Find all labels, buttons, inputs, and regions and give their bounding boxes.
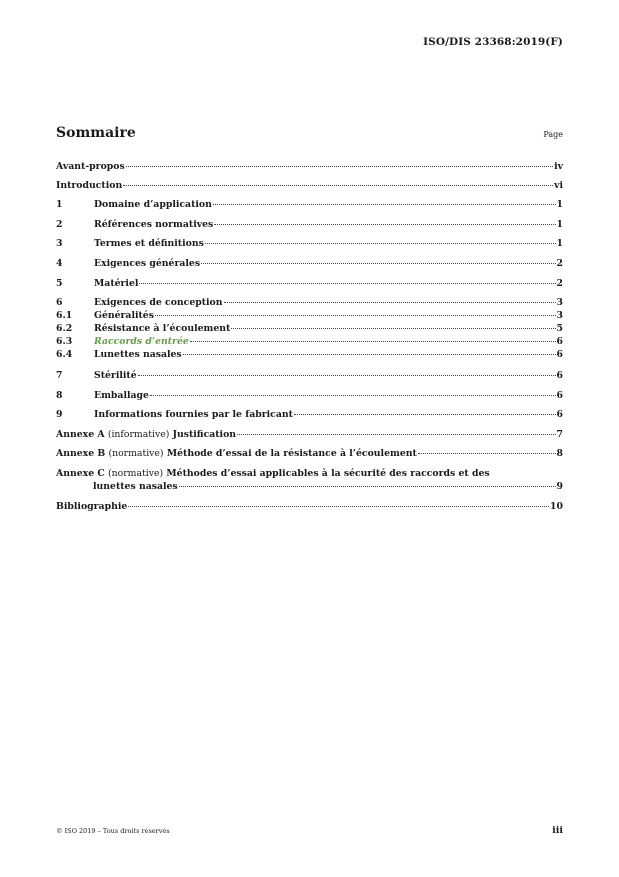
toc-entry-label: Résistance à l’écoulement: [94, 323, 231, 334]
dot-leader: [150, 395, 556, 396]
toc-entry-label: Avant-propos: [56, 161, 125, 172]
dot-leader: [213, 204, 556, 205]
toc-entry-number: 5: [56, 278, 63, 289]
toc-entry-label: Stérilité: [94, 370, 137, 381]
toc-entry-label: Exigences de conception: [94, 297, 223, 308]
toc-entry-label: Informations fournies par le fabricant: [94, 409, 293, 420]
toc-entry-page: 1: [556, 199, 563, 210]
toc-entry-number: 1: [56, 199, 63, 210]
annex-id: Annexe C: [56, 468, 105, 479]
annex-type: (normative): [108, 448, 164, 459]
toc-entry-page: iv: [554, 161, 563, 172]
toc-title: Sommaire: [56, 125, 136, 141]
footer-page-number: iii: [552, 825, 563, 836]
document-id: ISO/DIS 23368:2019(F): [423, 36, 563, 48]
toc-entry-1[interactable]: [56, 199, 563, 212]
dot-leader: [179, 486, 556, 487]
toc-entry-page: vi: [554, 180, 563, 191]
toc-entry-6[interactable]: [56, 297, 563, 310]
toc-entry-page: 2: [556, 258, 563, 269]
toc-entry-avant-propos[interactable]: [56, 161, 563, 174]
toc-entry-label: Bibliographie: [56, 501, 128, 512]
toc-entry-number: 2: [56, 219, 63, 230]
toc-entry-9[interactable]: [56, 409, 563, 422]
toc-header: [56, 125, 563, 143]
toc-entry-number: 8: [56, 390, 63, 401]
toc-entry-label: Introduction: [56, 180, 123, 191]
annex-title: Justification: [172, 429, 237, 440]
toc-entry-label: Lunettes nasales: [94, 349, 182, 360]
toc-entry-page: 3: [556, 297, 563, 308]
toc-entry-number: 7: [56, 370, 63, 381]
dot-leader: [214, 224, 555, 225]
dot-leader: [183, 354, 556, 355]
toc-entry-annex-c-continued[interactable]: [56, 481, 563, 494]
dot-leader: [418, 453, 556, 454]
dot-leader: [231, 328, 555, 329]
toc-entry-page: 5: [556, 323, 563, 334]
toc-entry-page: 6: [556, 390, 563, 401]
annex-id: Annexe A: [56, 429, 105, 440]
toc-entry-label: Références normatives: [94, 219, 214, 230]
toc-entry-page: 1: [556, 219, 563, 230]
toc-entry-label: Exigences générales: [94, 258, 201, 269]
toc-entry-number: 9: [56, 409, 63, 420]
toc-entry-number: 4: [56, 258, 63, 269]
toc-entry-7[interactable]: [56, 370, 563, 383]
toc-entry-page: 1: [556, 238, 563, 249]
footer-copyright: © ISO 2019 – Tous droits réservés: [56, 827, 170, 835]
toc-entry-label: [56, 429, 236, 440]
dot-leader: [126, 166, 553, 167]
toc-entry-6-3[interactable]: [56, 336, 563, 349]
toc-entry-label: Emballage: [94, 390, 149, 401]
toc-entry-page: 2: [556, 278, 563, 289]
toc-entry-page: 6: [556, 409, 563, 420]
toc-entry-page: 10: [550, 501, 563, 512]
annex-type: (informative): [107, 429, 170, 440]
toc-entry-page: 6: [556, 370, 563, 381]
toc-entry-8[interactable]: [56, 390, 563, 403]
toc-entry-4[interactable]: [56, 258, 563, 271]
toc-entry-number: 6.4: [56, 349, 73, 360]
dot-leader: [138, 375, 556, 376]
toc-entry-page: 7: [556, 429, 563, 440]
dot-leader: [237, 434, 555, 435]
toc-entry-number: 3: [56, 238, 63, 249]
dot-leader: [201, 263, 555, 264]
dot-leader: [139, 283, 555, 284]
toc-entry-annex-a[interactable]: [56, 429, 563, 442]
toc-entry-label: Termes et définitions: [94, 238, 204, 249]
dot-leader: [190, 341, 556, 342]
toc-entry-number: 6.3: [56, 336, 73, 347]
dot-leader: [224, 302, 556, 303]
toc-entry-page: 9: [556, 481, 563, 492]
toc-entry-number: 6: [56, 297, 63, 308]
toc-entry-annex-b[interactable]: [56, 448, 563, 461]
toc-entry-label: lunettes nasales: [93, 481, 178, 492]
toc-entry-page: 3: [556, 310, 563, 321]
toc-entry-introduction[interactable]: [56, 180, 563, 193]
dot-leader: [294, 414, 556, 415]
toc-entry-6-2[interactable]: [56, 323, 563, 336]
toc-entry-2[interactable]: [56, 219, 563, 232]
toc-entry-page: 6: [556, 349, 563, 360]
toc-entry-label: Domaine d’application: [94, 199, 212, 210]
toc-entry-3[interactable]: [56, 238, 563, 251]
toc-entry-bibliographie[interactable]: [56, 501, 563, 514]
annex-title: Méthodes d’essai applicables à la sécurité des raccords et des: [166, 468, 490, 479]
annex-type: (normative): [108, 468, 164, 479]
toc-entry-number: 6.2: [56, 323, 73, 334]
page-column-label: Page: [543, 130, 563, 139]
dot-leader: [205, 243, 556, 244]
dot-leader: [123, 185, 553, 186]
dot-leader: [128, 506, 549, 507]
toc-entry-label: Généralités: [94, 310, 154, 321]
toc-entry-6-4[interactable]: [56, 349, 563, 362]
toc-entry-5[interactable]: [56, 278, 563, 291]
dot-leader: [155, 315, 556, 316]
toc-entry-label: [56, 448, 417, 459]
toc-entry-page: 8: [556, 448, 563, 459]
toc-entry-number: 6.1: [56, 310, 73, 321]
toc-entry-annex-c[interactable]: [56, 468, 563, 479]
toc-entry-label: Matériel: [94, 278, 139, 289]
annex-id: Annexe B: [56, 448, 106, 459]
toc-entry-page: 6: [556, 336, 563, 347]
toc-entry-label-highlighted: Raccords d’entrée: [94, 336, 189, 347]
annex-title: Méthode d’essai de la résistance à l’écoulement: [166, 448, 417, 459]
toc-entry-6-1[interactable]: [56, 310, 563, 323]
